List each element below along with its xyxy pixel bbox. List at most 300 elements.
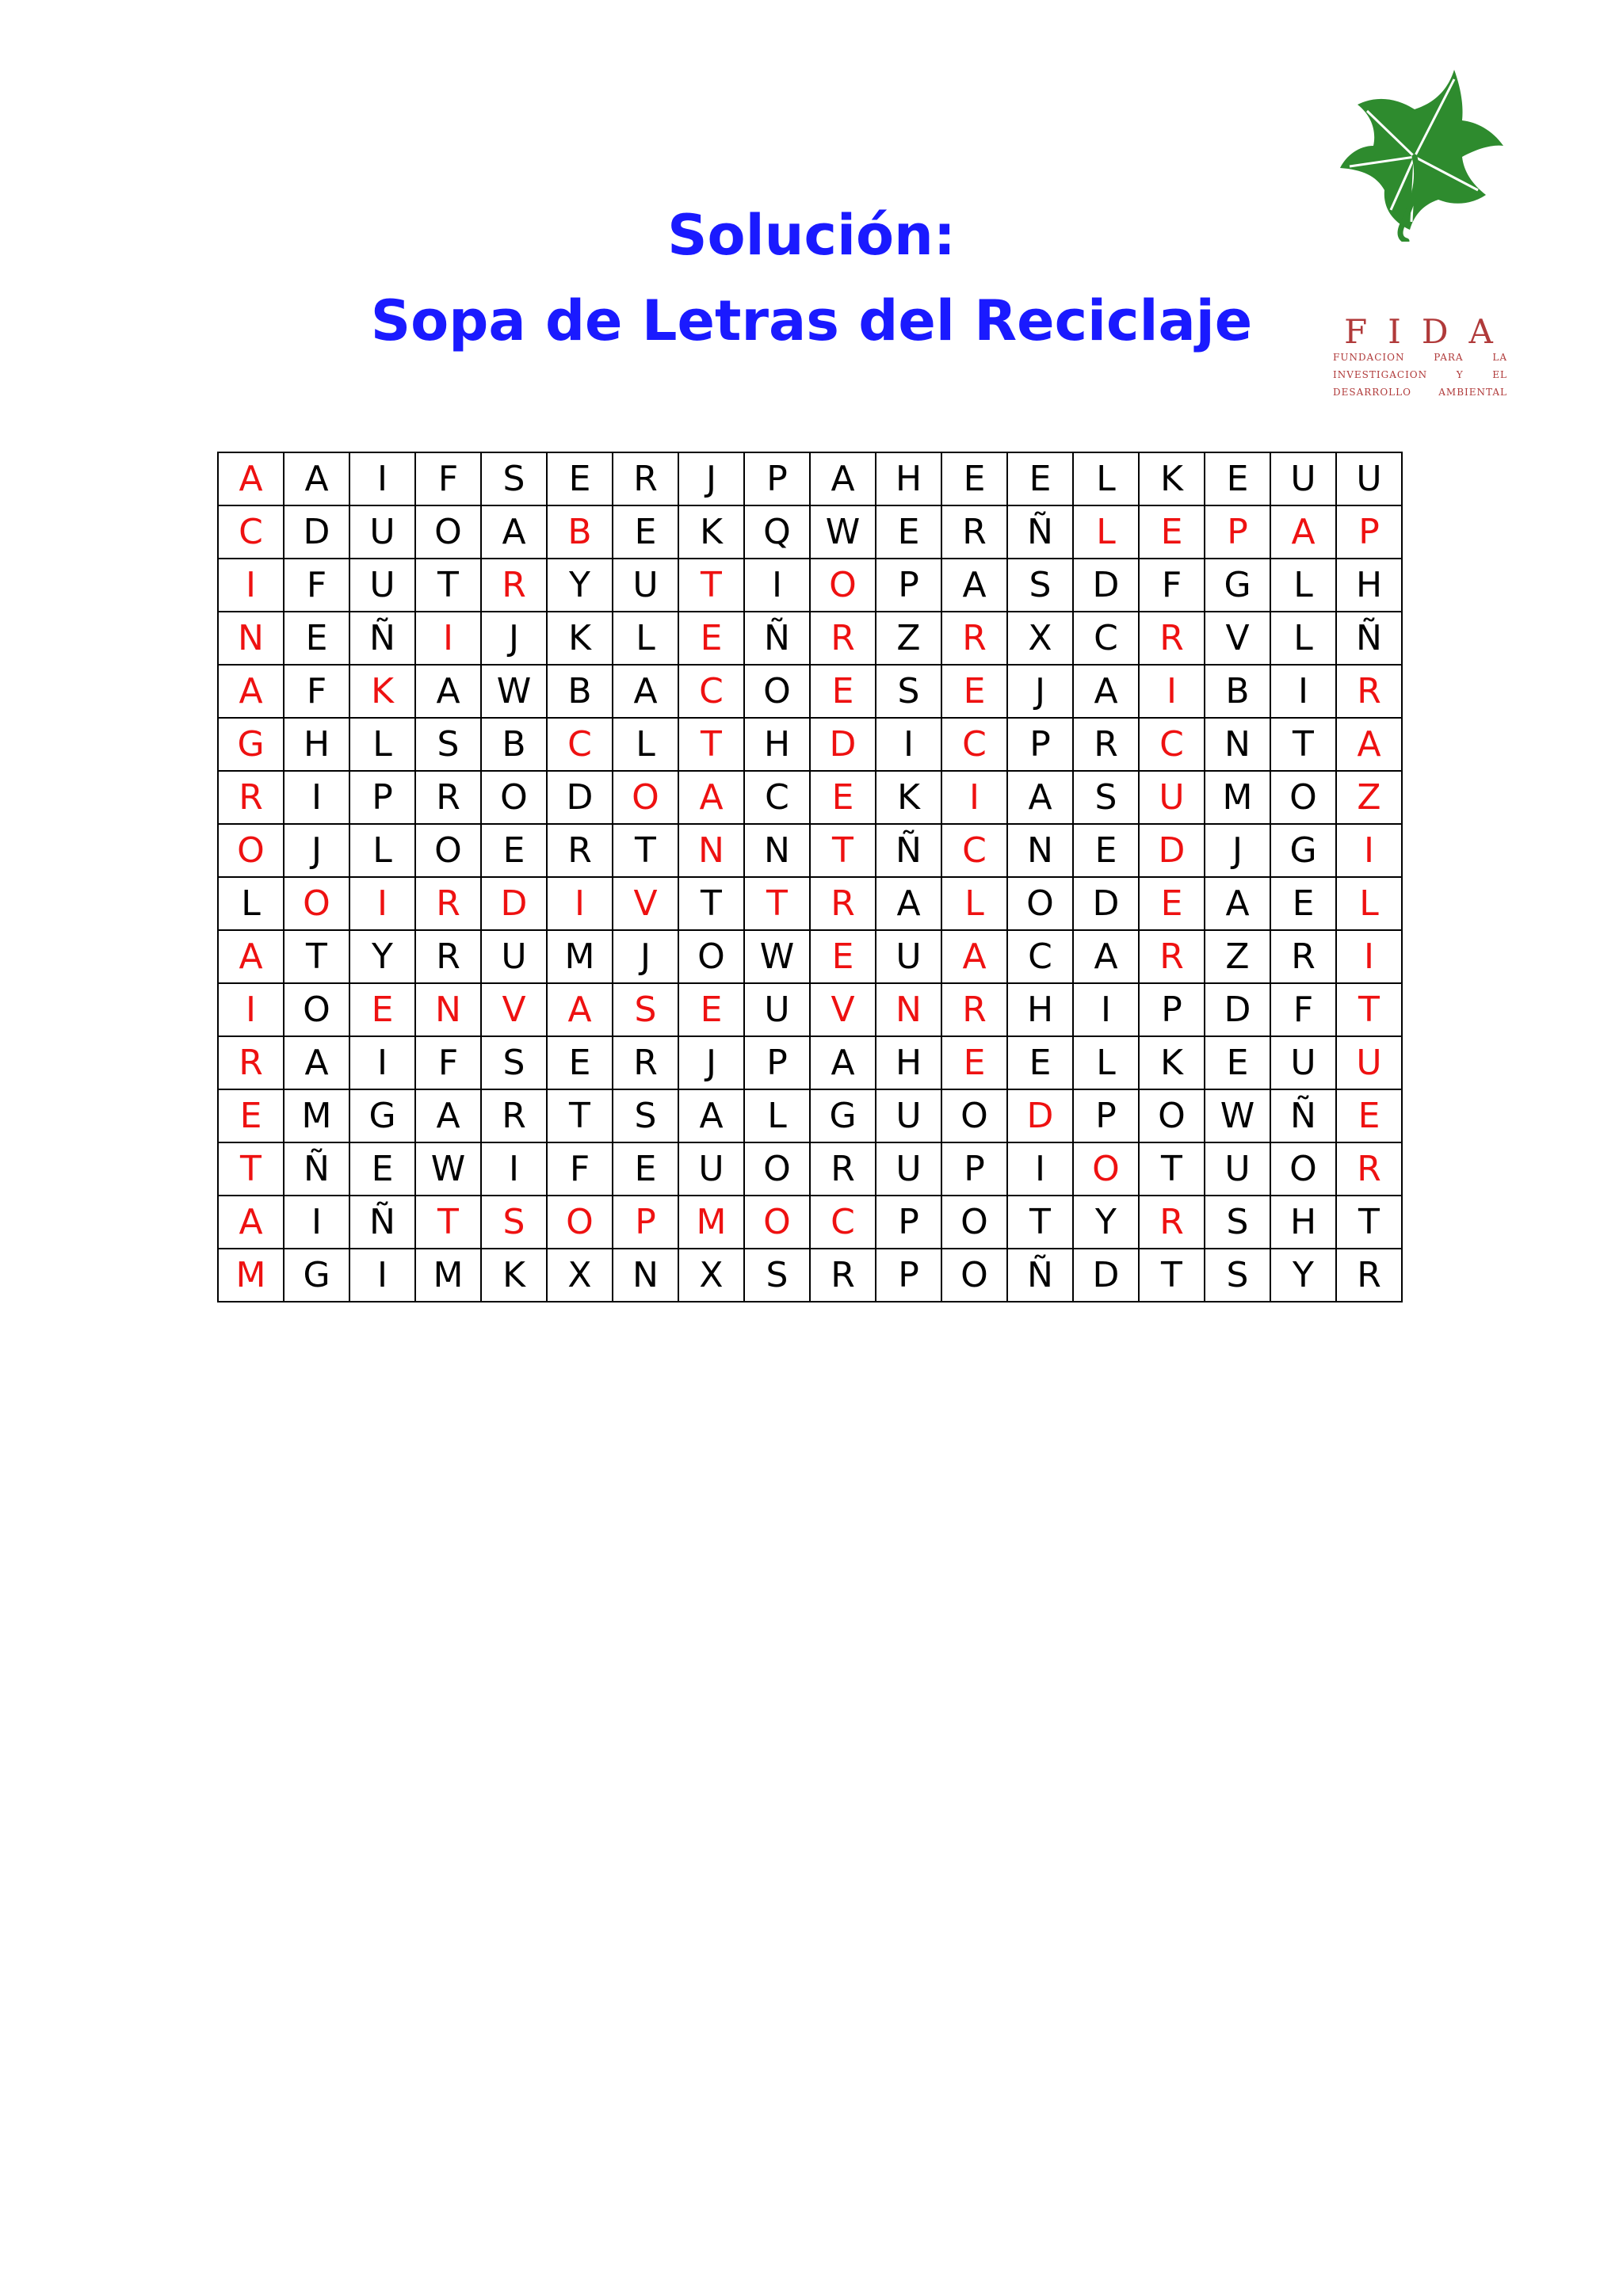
grid-cell: H <box>284 718 349 771</box>
grid-cell: A <box>284 1036 349 1089</box>
grid-cell: U <box>349 559 415 612</box>
grid-cell: O <box>744 665 810 718</box>
grid-cell: R <box>613 452 678 505</box>
grid-cell: E <box>1139 505 1205 559</box>
grid-cell: I <box>349 877 415 930</box>
grid-cell: L <box>1270 559 1336 612</box>
grid-cell: L <box>613 612 678 665</box>
grid-cell: I <box>284 771 349 824</box>
grid-cell: T <box>810 824 876 877</box>
grid-cell: N <box>678 824 744 877</box>
grid-cell: O <box>547 1196 613 1249</box>
grid-cell: E <box>481 824 547 877</box>
grid-cell: R <box>1139 1196 1205 1249</box>
grid-cell: G <box>1270 824 1336 877</box>
grid-cell: B <box>547 665 613 718</box>
grid-cell: P <box>1205 505 1270 559</box>
grid-cell: A <box>1270 505 1336 559</box>
grid-cell: O <box>744 1196 810 1249</box>
grid-row <box>218 824 1402 877</box>
grid-cell: U <box>876 1142 941 1196</box>
grid-cell: T <box>218 1142 284 1196</box>
grid-cell: L <box>1073 1036 1139 1089</box>
fida-logo <box>1316 63 1522 398</box>
grid-cell: L <box>1073 452 1139 505</box>
grid-cell: P <box>744 452 810 505</box>
grid-cell: S <box>1007 559 1073 612</box>
grid-cell: C <box>218 505 284 559</box>
grid-cell: U <box>1336 1036 1402 1089</box>
grid-cell: H <box>1336 559 1402 612</box>
grid-cell: E <box>1007 452 1073 505</box>
grid-cell: W <box>415 1142 481 1196</box>
grid-cell: S <box>1205 1249 1270 1302</box>
grid-cell: T <box>415 1196 481 1249</box>
grid-cell: M <box>678 1196 744 1249</box>
grid-cell: U <box>349 505 415 559</box>
grid-cell: R <box>1073 718 1139 771</box>
grid-cell: D <box>284 505 349 559</box>
grid-cell: F <box>284 559 349 612</box>
grid-cell: T <box>1007 1196 1073 1249</box>
grid-cell: F <box>1139 559 1205 612</box>
grid-cell: O <box>1270 1142 1336 1196</box>
grid-cell: E <box>1139 877 1205 930</box>
grid-cell: O <box>941 1249 1007 1302</box>
grid-row <box>218 771 1402 824</box>
grid-cell: T <box>744 877 810 930</box>
grid-cell: J <box>284 824 349 877</box>
grid-cell: J <box>678 1036 744 1089</box>
grid-cell: O <box>284 877 349 930</box>
grid-cell: R <box>810 877 876 930</box>
grid-cell: N <box>876 983 941 1036</box>
grid-cell: N <box>613 1249 678 1302</box>
grid-row <box>218 930 1402 983</box>
grid-cell: D <box>1205 983 1270 1036</box>
grid-cell: H <box>876 1036 941 1089</box>
grid-cell: Ñ <box>1007 505 1073 559</box>
grid-cell: M <box>1205 771 1270 824</box>
grid-cell: A <box>284 452 349 505</box>
grid-cell: Ñ <box>349 1196 415 1249</box>
grid-row <box>218 1036 1402 1089</box>
grid-cell: P <box>876 1196 941 1249</box>
grid-cell: I <box>1336 824 1402 877</box>
grid-cell: R <box>1336 1249 1402 1302</box>
grid-cell: F <box>415 1036 481 1089</box>
grid-cell: C <box>1007 930 1073 983</box>
grid-cell: I <box>349 1249 415 1302</box>
word-search-grid <box>217 452 1403 1302</box>
grid-cell: O <box>1007 877 1073 930</box>
grid-cell: Y <box>1073 1196 1139 1249</box>
grid-cell: L <box>1073 505 1139 559</box>
grid-cell: P <box>1139 983 1205 1036</box>
grid-cell: U <box>1205 1142 1270 1196</box>
grid-cell: C <box>744 771 810 824</box>
grid-cell: R <box>415 930 481 983</box>
grid-cell: J <box>481 612 547 665</box>
grid-cell: I <box>1270 665 1336 718</box>
grid-cell: D <box>1073 559 1139 612</box>
grid-cell: A <box>481 505 547 559</box>
grid-cell: E <box>810 665 876 718</box>
grid-cell: U <box>1270 1036 1336 1089</box>
grid-cell: A <box>547 983 613 1036</box>
grid-cell: I <box>349 452 415 505</box>
grid-cell: L <box>218 877 284 930</box>
grid-cell: I <box>1007 1142 1073 1196</box>
grid-cell: K <box>349 665 415 718</box>
grid-cell: P <box>1073 1089 1139 1142</box>
grid-cell: U <box>876 1089 941 1142</box>
grid-cell: I <box>941 771 1007 824</box>
grid-cell: A <box>218 930 284 983</box>
grid-cell: P <box>744 1036 810 1089</box>
grid-cell: R <box>810 1249 876 1302</box>
grid-cell: C <box>941 824 1007 877</box>
grid-cell: R <box>481 559 547 612</box>
grid-cell: S <box>481 1196 547 1249</box>
grid-row <box>218 1249 1402 1302</box>
grid-cell: A <box>810 452 876 505</box>
grid-cell: U <box>1139 771 1205 824</box>
grid-cell: T <box>284 930 349 983</box>
grid-cell: F <box>547 1142 613 1196</box>
grid-cell: O <box>1139 1089 1205 1142</box>
grid-cell: Ñ <box>876 824 941 877</box>
grid-cell: C <box>941 718 1007 771</box>
grid-cell: R <box>1139 930 1205 983</box>
grid-cell: A <box>613 665 678 718</box>
grid-cell: G <box>349 1089 415 1142</box>
grid-cell: A <box>1205 877 1270 930</box>
grid-cell: O <box>678 930 744 983</box>
grid-cell: L <box>941 877 1007 930</box>
grid-cell: O <box>941 1089 1007 1142</box>
grid-cell: S <box>613 1089 678 1142</box>
grid-cell: E <box>941 1036 1007 1089</box>
grid-cell: T <box>1139 1142 1205 1196</box>
grid-cell: P <box>1336 505 1402 559</box>
grid-cell: A <box>1073 665 1139 718</box>
grid-row <box>218 1196 1402 1249</box>
grid-cell: L <box>1336 877 1402 930</box>
grid-cell: X <box>1007 612 1073 665</box>
grid-cell: D <box>547 771 613 824</box>
grid-cell: Y <box>1270 1249 1336 1302</box>
grid-cell: T <box>1270 718 1336 771</box>
grid-cell: G <box>1205 559 1270 612</box>
grid-cell: V <box>481 983 547 1036</box>
grid-cell: B <box>547 505 613 559</box>
grid-row <box>218 559 1402 612</box>
grid-cell: R <box>941 612 1007 665</box>
grid-cell: R <box>415 877 481 930</box>
grid-cell: H <box>744 718 810 771</box>
grid-cell: K <box>547 612 613 665</box>
grid-cell: I <box>547 877 613 930</box>
grid-cell: W <box>481 665 547 718</box>
grid-cell: S <box>481 452 547 505</box>
grid-row <box>218 665 1402 718</box>
grid-cell: R <box>415 771 481 824</box>
grid-cell: T <box>415 559 481 612</box>
grid-cell: U <box>1270 452 1336 505</box>
grid-cell: A <box>415 1089 481 1142</box>
grid-cell: T <box>678 877 744 930</box>
grid-cell: S <box>415 718 481 771</box>
grid-cell: A <box>1007 771 1073 824</box>
grid-cell: V <box>1205 612 1270 665</box>
grid-cell: T <box>613 824 678 877</box>
grid-cell: E <box>678 983 744 1036</box>
grid-cell: T <box>1336 983 1402 1036</box>
grid-row <box>218 452 1402 505</box>
grid-cell: R <box>481 1089 547 1142</box>
grid-cell: T <box>1139 1249 1205 1302</box>
grid-cell: N <box>1007 824 1073 877</box>
grid-cell: D <box>1073 1249 1139 1302</box>
grid-cell: K <box>1139 452 1205 505</box>
grid-cell: I <box>218 559 284 612</box>
grid-cell: S <box>1205 1196 1270 1249</box>
grid-cell: I <box>1336 930 1402 983</box>
grid-cell: I <box>415 612 481 665</box>
grid-cell: E <box>1205 452 1270 505</box>
grid-cell: R <box>1336 1142 1402 1196</box>
grid-cell: P <box>1007 718 1073 771</box>
grid-cell: R <box>1336 665 1402 718</box>
grid-cell: P <box>941 1142 1007 1196</box>
grid-cell: A <box>1073 930 1139 983</box>
grid-cell: Ñ <box>349 612 415 665</box>
grid-cell: Z <box>1336 771 1402 824</box>
grid-cell: B <box>1205 665 1270 718</box>
grid-cell: W <box>1205 1089 1270 1142</box>
grid-cell: O <box>941 1196 1007 1249</box>
grid-cell: A <box>678 1089 744 1142</box>
grid-cell: E <box>941 665 1007 718</box>
grid-cell: L <box>744 1089 810 1142</box>
grid-cell: M <box>284 1089 349 1142</box>
grid-cell: P <box>876 1249 941 1302</box>
grid-cell: T <box>678 559 744 612</box>
grid-cell: E <box>810 930 876 983</box>
grid-cell: M <box>415 1249 481 1302</box>
grid-cell: A <box>941 559 1007 612</box>
grid-cell: Z <box>1205 930 1270 983</box>
grid-row <box>218 983 1402 1036</box>
grid-cell: O <box>415 824 481 877</box>
grid-cell: L <box>349 824 415 877</box>
ivy-leaf-icon <box>1335 63 1506 242</box>
grid-row <box>218 505 1402 559</box>
grid-cell: E <box>218 1089 284 1142</box>
grid-cell: R <box>547 824 613 877</box>
grid-cell: A <box>1336 718 1402 771</box>
grid-cell: N <box>218 612 284 665</box>
grid-cell: T <box>678 718 744 771</box>
grid-cell: J <box>678 452 744 505</box>
grid-cell: Q <box>744 505 810 559</box>
grid-cell: D <box>1139 824 1205 877</box>
grid-cell: R <box>218 771 284 824</box>
grid-cell: A <box>218 1196 284 1249</box>
grid-cell: S <box>481 1036 547 1089</box>
grid-cell: U <box>613 559 678 612</box>
grid-cell: O <box>810 559 876 612</box>
grid-cell: N <box>744 824 810 877</box>
grid-cell: L <box>613 718 678 771</box>
grid-cell: Ñ <box>284 1142 349 1196</box>
grid-cell: Z <box>876 612 941 665</box>
grid-cell: G <box>810 1089 876 1142</box>
grid-cell: Ñ <box>744 612 810 665</box>
grid-cell: R <box>218 1036 284 1089</box>
grid-cell: R <box>941 505 1007 559</box>
grid-cell: D <box>481 877 547 930</box>
grid-cell: S <box>876 665 941 718</box>
grid-cell: K <box>481 1249 547 1302</box>
grid-cell: O <box>744 1142 810 1196</box>
grid-cell: T <box>1336 1196 1402 1249</box>
grid-cell: R <box>613 1036 678 1089</box>
grid-cell: B <box>481 718 547 771</box>
logo-subtitle: FUNDACION PARA LA INVESTIGACION Y EL DESARROLLO AMBIENTAL <box>1333 352 1507 398</box>
grid-cell: N <box>415 983 481 1036</box>
grid-cell: A <box>415 665 481 718</box>
grid-cell: E <box>547 1036 613 1089</box>
grid-cell: J <box>613 930 678 983</box>
grid-cell: O <box>1073 1142 1139 1196</box>
grid-cell: L <box>1270 612 1336 665</box>
grid-row <box>218 877 1402 930</box>
grid-cell: E <box>1073 824 1139 877</box>
grid-cell: U <box>876 930 941 983</box>
grid-cell: E <box>349 983 415 1036</box>
grid-cell: F <box>1270 983 1336 1036</box>
grid-cell: E <box>613 505 678 559</box>
grid-cell: O <box>218 824 284 877</box>
grid-cell: P <box>613 1196 678 1249</box>
grid-cell: I <box>284 1196 349 1249</box>
grid-cell: E <box>810 771 876 824</box>
grid-cell: A <box>876 877 941 930</box>
grid-row <box>218 718 1402 771</box>
grid-cell: E <box>941 452 1007 505</box>
grid-cell: A <box>941 930 1007 983</box>
grid-cell: C <box>547 718 613 771</box>
grid-cell: F <box>284 665 349 718</box>
grid-cell: O <box>481 771 547 824</box>
grid-cell: E <box>1205 1036 1270 1089</box>
grid-cell: U <box>744 983 810 1036</box>
grid-cell: U <box>1336 452 1402 505</box>
logo-wordmark: FIDA <box>1344 312 1514 351</box>
grid-cell: J <box>1205 824 1270 877</box>
grid-cell: X <box>678 1249 744 1302</box>
grid-cell: D <box>1007 1089 1073 1142</box>
grid-cell: I <box>1139 665 1205 718</box>
grid-cell: E <box>284 612 349 665</box>
grid-cell: V <box>613 877 678 930</box>
grid-cell: E <box>1270 877 1336 930</box>
grid-cell: I <box>1073 983 1139 1036</box>
grid-cell: E <box>349 1142 415 1196</box>
grid-cell: A <box>218 452 284 505</box>
grid-cell: I <box>218 983 284 1036</box>
grid-cell: H <box>876 452 941 505</box>
grid-cell: K <box>876 771 941 824</box>
grid-cell: E <box>613 1142 678 1196</box>
grid-cell: P <box>349 771 415 824</box>
grid-cell: Y <box>547 559 613 612</box>
grid-cell: O <box>284 983 349 1036</box>
grid-row <box>218 1142 1402 1196</box>
grid-cell: D <box>810 718 876 771</box>
grid-cell: W <box>744 930 810 983</box>
grid-cell: A <box>218 665 284 718</box>
grid-cell: C <box>810 1196 876 1249</box>
grid-cell: Ñ <box>1007 1249 1073 1302</box>
grid-cell: R <box>1139 612 1205 665</box>
grid-cell: R <box>810 612 876 665</box>
grid-row <box>218 1089 1402 1142</box>
grid-cell: E <box>876 505 941 559</box>
grid-cell: C <box>678 665 744 718</box>
grid-cell: R <box>941 983 1007 1036</box>
grid-cell: C <box>1073 612 1139 665</box>
grid-cell: O <box>415 505 481 559</box>
grid-cell: E <box>547 452 613 505</box>
grid-cell: I <box>349 1036 415 1089</box>
grid-cell: S <box>613 983 678 1036</box>
grid-cell: Ñ <box>1336 612 1402 665</box>
grid-cell: O <box>613 771 678 824</box>
grid-cell: W <box>810 505 876 559</box>
grid-cell: U <box>678 1142 744 1196</box>
grid-cell: E <box>1007 1036 1073 1089</box>
grid-cell: K <box>678 505 744 559</box>
grid-cell: G <box>218 718 284 771</box>
grid-cell: M <box>218 1249 284 1302</box>
grid-cell: A <box>678 771 744 824</box>
grid-cell: X <box>547 1249 613 1302</box>
grid-row <box>218 612 1402 665</box>
title-line-2: Sopa de Letras del Reciclaje <box>370 288 1253 353</box>
grid-cell: F <box>415 452 481 505</box>
grid-cell: I <box>876 718 941 771</box>
grid-cell: H <box>1270 1196 1336 1249</box>
grid-cell: Y <box>349 930 415 983</box>
grid-cell: L <box>349 718 415 771</box>
grid-cell: N <box>1205 718 1270 771</box>
title-line-1: Solución: <box>667 203 956 268</box>
grid-cell: J <box>1007 665 1073 718</box>
grid-cell: Ñ <box>1270 1089 1336 1142</box>
grid-cell: U <box>481 930 547 983</box>
grid-cell: M <box>547 930 613 983</box>
grid-cell: D <box>1073 877 1139 930</box>
grid-cell: G <box>284 1249 349 1302</box>
grid-cell: I <box>481 1142 547 1196</box>
grid-cell: I <box>744 559 810 612</box>
grid-cell: T <box>547 1089 613 1142</box>
grid-cell: A <box>810 1036 876 1089</box>
grid-cell: R <box>810 1142 876 1196</box>
